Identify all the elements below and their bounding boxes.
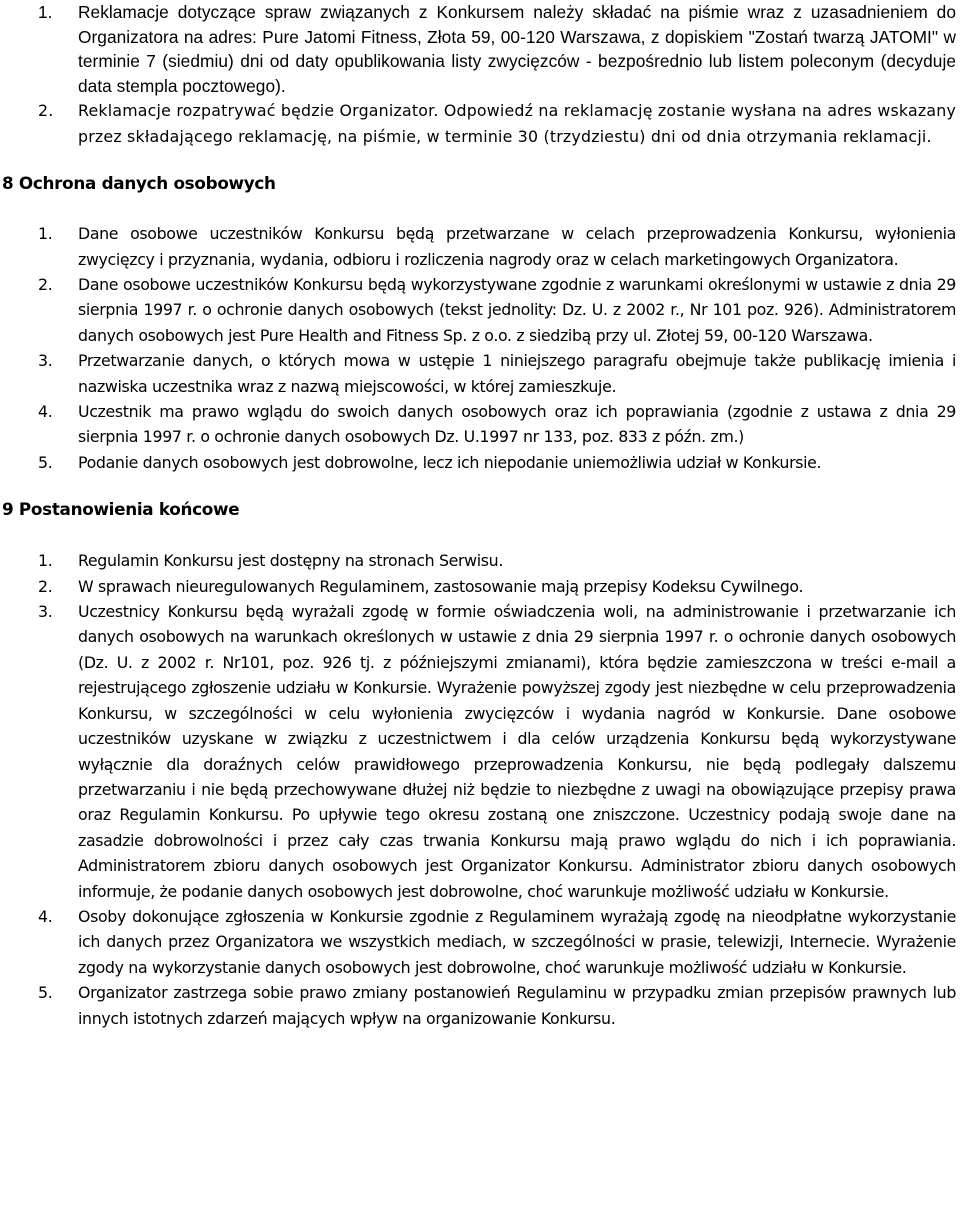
final-provisions-list — [2, 548, 956, 1031]
list-item — [2, 450, 956, 475]
item-number: 3. — [38, 602, 53, 622]
item-number: 2. — [38, 576, 53, 596]
item-text: Uczestnicy Konkursu będą wyrażali zgodę w formie oświadczenia woli, na administrowanie i przetwarzanie ich danych osobowych na warunkach określonych w ustawie z dnia 29 sierpnia 1997 r. o ochronie danych osobowych (Dz. U. z 2002 r. Nr101, poz. 926 tj. z późniejszymi zmianami), która będzie zamieszczona w treści e-mail a rejestrującego zgłoszenie udziału w Konkursie. Wyrażenie powyższej zgody jest niezbędne w celu przeprowadzenia Konkursu, w szczególności w celu wyłonienia zwycięzców i wydania nagród w Konkursie. Dane osobowe uczestników uzyskane w związku z uczestnictwem i dla celów urządzenia Konkursu będą wykorzystywane wyłącznie dla doraźnych celów prawidłowego przeprowadzenia Konkursu, nie będą podlegały dalszemu przetwarzaniu i nie będą przechowywane dłużej niż będzie to niezbędne z uwagi na obowiązujące przepisy prawa oraz Regulamin Konkursu. Po upływie tego okresu zostaną one zniszczone. Uczestnicy podają swoje dane na zasadzie dobrowolności i przez cały czas trwania Konkursu mają prawo wglądu do nich i ich poprawiania. Administratorem zbioru danych osobowych jest Organizator Konkursu. Administrator zbioru danych osobowych informuje, że podanie danych osobowych jest dobrowolne, choć warunkuje możliwość udziału w Konkursie. — [78, 602, 956, 901]
list-item — [2, 599, 956, 904]
list-item — [2, 348, 956, 399]
list-item — [2, 0, 956, 98]
list-item — [2, 980, 956, 1031]
item-text: Reklamacje dotyczące spraw związanych z Konkursem należy składać na piśmie wraz z uzasadnieniem do Organizatora na adres: Pure Jatomi Fitness, Złota 59, 00-120 Warszawa, z dopiskiem "Zostań twarzą JATOMI" w terminie 7 (siedmiu) dni od daty opublikowania listy zwycięzców - bezpośrednio lub listem poleconym (decyduje data stempla pocztowego). — [78, 2, 956, 96]
item-text: Organizator zastrzega sobie prawo zmiany postanowień Regulaminu w przypadku zmian przepisów prawnych lub innych istotnych zdarzeń mających wpływ na organizowanie Konkursu. — [78, 983, 956, 1028]
item-text: Dane osobowe uczestników Konkursu będą wykorzystywane zgodnie z warunkami określonymi w ustawie z dnia 29 sierpnia 1997 r. o ochronie danych osobowych (tekst jednolity: Dz. U. z 2002 r., Nr 101 poz. 926). Administratorem danych osobowych jest Pure Health and Fitness Sp. z o.o. z siedzibą przy ul. Złotej 59, 00-120 Warszawa. — [78, 275, 956, 345]
item-number: 3. — [38, 351, 53, 371]
item-number: 5. — [38, 452, 53, 472]
item-number: 4. — [38, 402, 53, 422]
item-text: Regulamin Konkursu jest dostępny na stronach Serwisu. — [78, 551, 504, 571]
item-text: Dane osobowe uczestników Konkursu będą przetwarzane w celach przeprowadzenia Konkursu, wyłonienia zwycięzcy i przyznania, wydania, odbioru i rozliczenia nagrody oraz w celach marketingowych Organizatora. — [78, 224, 956, 269]
item-number: 5. — [38, 983, 53, 1003]
item-text: Reklamacje rozpatrywać będzie Organizator. Odpowiedź na reklamację zostanie wysłana na adres wskazany przez składającego reklamację, na piśmie, w terminie 30 (trzydziestu) dni od dnia otrzymania reklamacji. — [78, 101, 956, 146]
item-number: 1. — [38, 224, 53, 244]
item-text: Podanie danych osobowych jest dobrowolne, lecz ich niepodanie uniemożliwia udział w Konkursie. — [78, 452, 822, 472]
list-item — [2, 904, 956, 980]
list-item — [2, 98, 956, 149]
section-heading: 9 Postanowienia końcowe — [2, 499, 240, 520]
item-text: Przetwarzanie danych, o których mowa w ustępie 1 niniejszego paragrafu obejmuje także publikację imienia i nazwiska uczestnika wraz z nazwą miejscowości, w której zamieszkuje. — [78, 351, 956, 396]
item-text: W sprawach nieuregulowanych Regulaminem, zastosowanie mają przepisy Kodeksu Cywilnego. — [78, 576, 804, 596]
list-item — [2, 272, 956, 348]
item-number: 4. — [38, 906, 53, 926]
list-item — [2, 221, 956, 272]
item-text: Osoby dokonujące zgłoszenia w Konkursie zgodnie z Regulaminem wyrażają zgodę na nieodpłatne wykorzystanie ich danych przez Organizatora we wszystkich mediach, w szczególności w prasie, telewizji, Internecie. Wyrażenie zgody na wykorzystanie danych osobowych jest dobrowolne, choć warunkuje możliwość udziału w Konkursie. — [78, 906, 956, 977]
section-heading: 8 Ochrona danych osobowych — [2, 173, 276, 194]
personal-data-list — [2, 221, 956, 475]
item-number: 1. — [38, 551, 53, 571]
item-text: Uczestnik ma prawo wglądu do swoich danych osobowych oraz ich poprawiania (zgodnie z ustawa z dnia 29 sierpnia 1997 r. o ochronie danych osobowych Dz. U.1997 nr 133, poz. 833 z późn. zm.) — [78, 402, 956, 447]
item-number: 2. — [38, 101, 54, 121]
complaints-list — [2, 0, 956, 149]
item-number: 2. — [38, 275, 53, 294]
list-item — [2, 548, 956, 573]
list-item — [2, 574, 956, 599]
list-item — [2, 399, 956, 450]
item-number: 1. — [38, 2, 53, 22]
